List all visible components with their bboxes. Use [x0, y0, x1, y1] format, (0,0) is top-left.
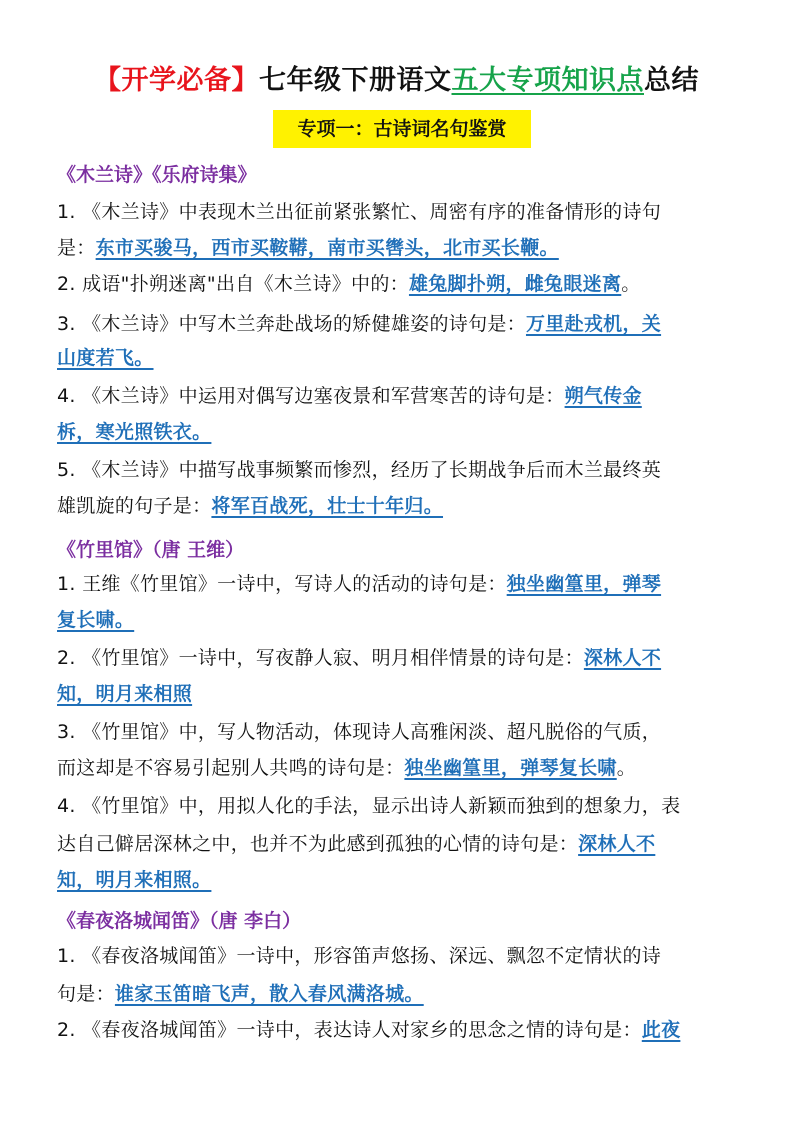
title-grade: 七年级下册语文 [259, 65, 452, 96]
question-line [57, 1018, 757, 1042]
answer-text: 朔气传金 [564, 385, 642, 407]
question-line [57, 982, 757, 1006]
question-line [57, 832, 757, 856]
question-text: 3. 《木兰诗》中写木兰奔赴战场的矫健雄姿的诗句是： [57, 313, 526, 335]
answer-text: 独坐幽篁里，弹琴 [506, 573, 662, 595]
poem-heading-chunye: 《春夜洛城闻笛》（唐 李白） [57, 910, 302, 932]
section-heading: 专项一：古诗词名句鉴赏 [273, 110, 531, 148]
title-tag: 【开学必备】 [94, 65, 259, 96]
question-line [57, 682, 757, 706]
question-text: 句是： [57, 983, 115, 1005]
question-text: 4. 《竹里馆》中，用拟人化的手法，显示出诗人新颖而独到的想象力，表 [57, 795, 681, 817]
question-text: 1. 王维《竹里馆》一诗中，写诗人的活动的诗句是： [57, 573, 507, 595]
answer-text: 深林人不 [583, 647, 662, 669]
answer-text: 知，明月来相照。 [57, 869, 212, 891]
question-text: 而这却是不容易引起别人共鸣的诗句是： [57, 757, 405, 779]
title-suffix: 总结 [644, 65, 699, 96]
answer-text: 深林人不 [578, 833, 656, 855]
question-text: 5. 《木兰诗》中描写战事频繁而惨烈，经历了长期战争后而木兰最终英 [57, 459, 662, 481]
answer-text: 万里赴戎机，关 [525, 313, 662, 335]
question-text: 1. 《春夜洛城闻笛》一诗中，形容笛声悠扬、深远、飘忽不定情状的诗 [57, 945, 662, 967]
question-line [57, 420, 757, 444]
answer-text: 山度若飞。 [57, 347, 154, 369]
answer-text: 柝，寒光照铁衣。 [57, 421, 212, 443]
answer-text: 谁家玉笛暗飞声，散入春风满洛城。 [114, 983, 424, 1005]
question-line [57, 494, 757, 518]
question-line [57, 646, 757, 670]
answer-text: 雄兔脚扑朔，雌兔眼迷离 [408, 273, 622, 295]
question-text: 3. 《竹里馆》中，写人物活动，体现诗人高雅闲淡、超凡脱俗的气质， [57, 721, 662, 743]
question-line [57, 384, 757, 408]
question-text: 达自己僻居深林之中，也并不为此感到孤独的心情的诗句是： [57, 833, 579, 855]
question-text: 2. 《春夜洛城闻笛》一诗中，表达诗人对家乡的思念之情的诗句是： [57, 1019, 642, 1041]
question-line [57, 868, 757, 892]
question-text: 是： [57, 237, 96, 259]
question-tail: 。 [616, 757, 637, 779]
answer-text: 知，明月来相照 [57, 683, 193, 705]
question-text: 雄凯旋的句子是： [57, 495, 212, 517]
answer-text: 复长啸。 [57, 609, 135, 631]
question-text: 2. 成语"扑朔迷离"出自《木兰诗》中的： [57, 273, 409, 295]
question-line [57, 346, 757, 370]
question-line [57, 756, 757, 780]
question-tail: 。 [621, 273, 641, 295]
question-line [57, 608, 757, 632]
poem-heading-zhuliguan: 《竹里馆》（唐 王维） [57, 539, 245, 561]
question-line [57, 312, 757, 336]
question-line [57, 272, 757, 296]
question-text: 2. 《竹里馆》一诗中，写夜静人寂、明月相伴情景的诗句是： [57, 647, 584, 669]
question-text: 1. 《木兰诗》中表现木兰出征前紧张繁忙、周密有序的准备情形的诗句 [57, 201, 662, 223]
question-line [57, 236, 757, 260]
question-line [57, 572, 757, 596]
answer-text: 东市买骏马，西市买鞍鞯，南市买辔头，北市买长鞭。 [95, 237, 559, 259]
answer-text: 此夜 [641, 1019, 681, 1041]
poem-heading-mulan: 《木兰诗》《乐府诗集》 [57, 164, 257, 186]
title-highlight: 五大专项知识点 [451, 65, 644, 96]
answer-text: 将军百战死，壮士十年归。 [211, 495, 444, 517]
question-text: 4. 《木兰诗》中运用对偶写边塞夜景和军营寒苦的诗句是： [57, 385, 565, 407]
page-title [0, 58, 793, 97]
answer-text: 独坐幽篁里，弹琴复长啸 [404, 757, 617, 779]
